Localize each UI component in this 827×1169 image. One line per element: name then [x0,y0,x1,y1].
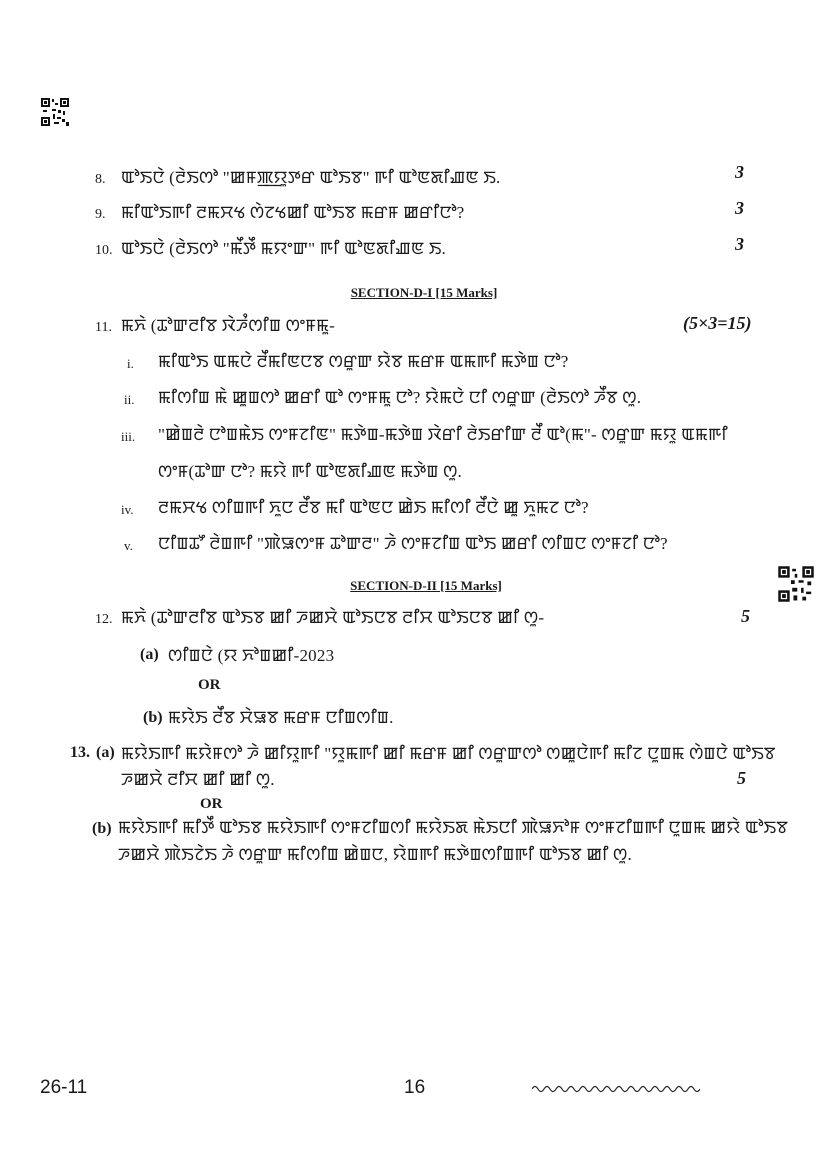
question-9-marks: 3 [735,198,744,218]
question-8-text: ꯑꯣꯏꯅꯥ (ꯂꯥꯏꯁꯣ "ꯀꯝꯄ꯭ꯌꯨꯇꯔ ꯑꯣꯏꯕ" ꯒꯤ ꯑꯣꯟꯗꯤꯉꯟ ꯏ. [121,168,501,187]
section-d2-heading: SECTION-D-II [15 Marks] [350,578,502,593]
question-11-number: 11. [95,320,112,335]
q11-item-v-text: ꯅꯤꯡꯊꯧ ꯂꯥꯡꯒꯤ "ꯄꯥꯎꯁꯦꯝ ꯊꯣꯛꯂ" ꯍꯥ ꯁꯦꯝꯖꯤꯡ ꯑꯣꯏ ꯀꯔꯤ ꯁꯤꯡꯅ ꯁꯦꯝꯖꯤ ꯅꯣ? [158,534,668,553]
q11-item-ii-label: ii. [124,392,135,407]
footer-wavy-line-icon [532,1084,700,1094]
question-9-text: ꯃꯤꯑꯣꯏꯒꯤ ꯂꯃꯆꯠ ꯁꯥꯖꯠꯀꯤ ꯑꯣꯏꯕ ꯃꯔꯝ ꯀꯔꯤꯅꯣ? [121,203,465,222]
section-d1-heading: SECTION-D-I [15 Marks] [350,285,498,300]
question-10-text: ꯑꯣꯏꯅꯥ (ꯂꯥꯏꯁꯣ "ꯃꯩꯇꯩ ꯃꯌꯦꯛ" ꯒꯤ ꯑꯣꯟꯗꯤꯉꯟ ꯏ. [121,239,447,258]
q11-item-iii-label: iii. [121,429,136,444]
question-10-marks: 3 [735,234,744,254]
q11-item-iv-text: ꯂꯃꯆꯠ ꯁꯤꯡꯒꯤ ꯈꯨꯅ ꯂꯩꯕ ꯃꯤ ꯑꯣꯟꯅ ꯀꯥꯏ ꯃꯤꯁꯤ ꯂꯩꯅꯥ ꯀꯨ ꯈꯨꯃꯖ ꯅꯣ? [158,498,589,517]
q11-item-i-label: i. [127,356,134,371]
question-12-marks: 5 [741,606,750,626]
q11-item-iii-text-line1: "ꯀꯥꯡꯂꯥ ꯅꯣꯡꯃꯥꯏ ꯁꯦꯝꯖꯤꯟ" ꯃꯇꯥꯡ-ꯃꯇꯥꯡ ꯋꯥꯔꯤ ꯂꯥꯏꯔꯤꯛ ꯂꯩ ꯑꯣ(ꯃ"- ꯁꯔꯨꯛ ꯃꯌꯨ ꯑꯃꯒꯤ [158,425,728,444]
q11-item-i-text: ꯃꯤꯑꯣꯏ ꯑꯃꯅꯥ ꯂꯩꯃꯤꯟꯅꯕ ꯁꯔꯨꯛ ꯌꯥꯕ ꯃꯔꯝ ꯑꯃꯒꯤ ꯃꯇꯥꯡ ꯅꯣ? [158,352,569,371]
question-12-number: 12. [95,612,113,627]
question-12-text: ꯃꯈꯥ (ꯊꯣꯛꯂꯤꯕ ꯑꯣꯏꯕ ꯀꯤ ꯍꯀꯆꯥ ꯑꯣꯏꯅꯕ ꯂꯤꯆ ꯑꯣꯏꯅꯕ ꯀꯤ ꯁꯨ- [121,608,545,627]
q13-option-a-label: (a) [96,744,115,761]
q13-option-a-text-line1: ꯃꯌꯥꯏꯒꯤ ꯃꯌꯥꯝꯁꯣ ꯍꯥ ꯀꯤꯌꯨꯒꯤ "ꯌꯨꯃꯒꯤ ꯀꯤ ꯃꯔꯝ ꯀꯤ ꯁꯔꯨꯛꯁꯣ ꯁꯀꯨꯅꯥꯒꯤ ꯃꯤꯖ ꯅꯨꯡꯃ ꯁꯥꯡꯅꯥ ꯑꯣꯏꯕ [121,744,776,763]
q13-option-b-text-line2: ꯍꯀꯆꯥ ꯄꯥꯏꯖꯥꯏ ꯍꯥ ꯁꯔꯨꯛ ꯃꯤꯁꯤꯡ ꯀꯥꯡꯅ, ꯌꯥꯡꯒꯤ ꯃꯇꯥꯡꯁꯤꯡꯒꯤ ꯑꯣꯏꯕ ꯀꯤ ꯁꯨ. [118,845,632,864]
q11-item-ii-text: ꯃꯤꯁꯤꯡ ꯃꯥ ꯀꯨꯡꯁꯣ ꯀꯔꯤ ꯑꯣ ꯁꯦꯝꯃꯨ ꯅꯣ? ꯌꯥꯃꯅꯥ ꯅꯤ ꯁꯔꯨꯛ (ꯂꯥꯏꯁꯣ ꯍꯩꯕ ꯁꯨ. [158,388,642,407]
footer-paper-code: 26-11 [40,1077,88,1098]
qr-code-icon [40,97,70,127]
q13-option-a-text-line2: ꯍꯀꯆꯥ ꯂꯤꯆ ꯀꯤ ꯀꯤ ꯁꯨ. [121,770,275,789]
q12-or: OR [198,677,221,693]
q13-option-b-label: (b) [92,820,112,837]
q12-option-b-label: (b) [143,709,163,726]
question-10-number: 10. [95,243,113,258]
q11-item-v-label: v. [124,538,133,553]
question-8-number: 8. [95,172,106,187]
q11-item-iii-text-line2: ꯁꯦꯝ(ꯊꯣꯛ ꯅꯣ? ꯃꯌꯥ ꯒꯤ ꯑꯣꯟꯗꯤꯉꯟ ꯃꯇꯥꯡ ꯁꯨ. [158,462,462,481]
q12-option-b-text: ꯃꯌꯥꯏ ꯂꯩꯕ ꯆꯥꯎꯕ ꯃꯔꯝ ꯅꯤꯡꯁꯤꯡ. [168,708,394,727]
question-8-marks: 3 [735,162,744,182]
question-11-marks: (5×3=15) [683,313,752,333]
q13-or: OR [200,796,223,812]
question-11-text: ꯃꯈꯥ (ꯊꯣꯛꯂꯤꯕ ꯋꯥꯍꯪꯁꯤꯡ ꯁꯦꯝꯃꯨ- [121,316,335,335]
question-9-number: 9. [95,207,106,222]
q12-option-a-text: ꯁꯤꯡꯅꯥ (ꯌ ꯈꯣꯡꯀꯤ-2023 [168,646,335,665]
qr-code-side-icon [777,565,815,603]
q11-item-iv-label: iv. [121,502,134,517]
question-13-marks: 5 [737,768,746,788]
footer-page-number: 16 [404,1077,426,1098]
q12-option-a-label: (a) [140,646,159,663]
q13-option-b-text-line1: ꯃꯌꯥꯏꯒꯤ ꯃꯤꯇꯩ ꯑꯣꯏꯕ ꯃꯌꯥꯏꯒꯤ ꯁꯦꯝꯖꯤꯡꯁꯤ ꯃꯌꯥꯏꯗ ꯃꯥꯏꯅꯤ ꯄꯥꯎꯈꯣꯝ ꯁꯦꯝꯖꯤꯡꯒꯤ ꯅꯨꯡꯃ ꯀꯌꯥ ꯑꯣꯏꯕ [118,818,789,837]
question-13-number: 13. [70,744,90,761]
